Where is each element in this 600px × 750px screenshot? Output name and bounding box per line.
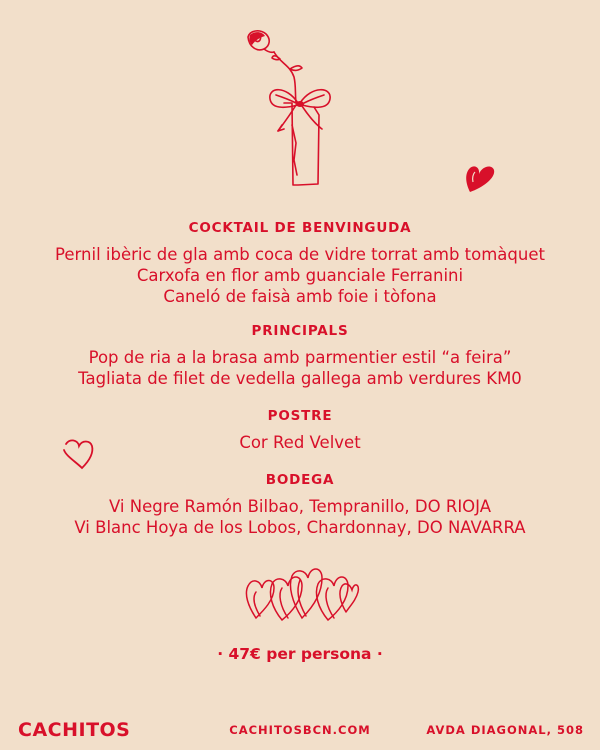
rose-in-vase-icon [240, 25, 340, 195]
menu-item: Pernil ibèric de gla amb coca de vidre torrat amb tomàquet [55, 245, 545, 264]
menu-item: Cor Red Velvet [239, 433, 361, 452]
menu-item: Pop de ria a la brasa amb parmentier estil “a feira” [88, 348, 512, 367]
price-per-person: · 47€ per persona · [217, 645, 383, 663]
dessert-heading: POSTRE [267, 408, 333, 424]
address-text: AVDA DIAGONAL, 508 [426, 723, 584, 737]
brand-logo: CACHITOS [18, 719, 131, 741]
filled-heart-icon [462, 158, 498, 198]
dessert-section [0, 407, 600, 453]
hearts-cluster-icon [242, 560, 362, 622]
website-text: CACHITOSBCN.COM [229, 723, 371, 737]
welcome-heading: COCKTAIL DE BENVINGUDA [188, 220, 412, 236]
welcome-section [0, 219, 600, 307]
mains-heading: PRINCIPALS [251, 323, 349, 339]
menu-item: Vi Negre Ramón Bilbao, Tempranillo, DO RIOJA [108, 497, 492, 516]
menu-item: Tagliata de filet de vedella gallega amb verdures KM0 [78, 369, 522, 388]
menu-item: Carxofa en flor amb guanciale Ferranini [136, 266, 464, 285]
menu-item: Caneló de faisà amb foie i tòfona [163, 287, 437, 306]
cellar-heading: BODEGA [265, 472, 335, 488]
mains-section [0, 322, 600, 389]
menu-item: Vi Blanc Hoya de los Lobos, Chardonnay, DO NAVARRA [74, 518, 526, 537]
cellar-section [0, 471, 600, 538]
